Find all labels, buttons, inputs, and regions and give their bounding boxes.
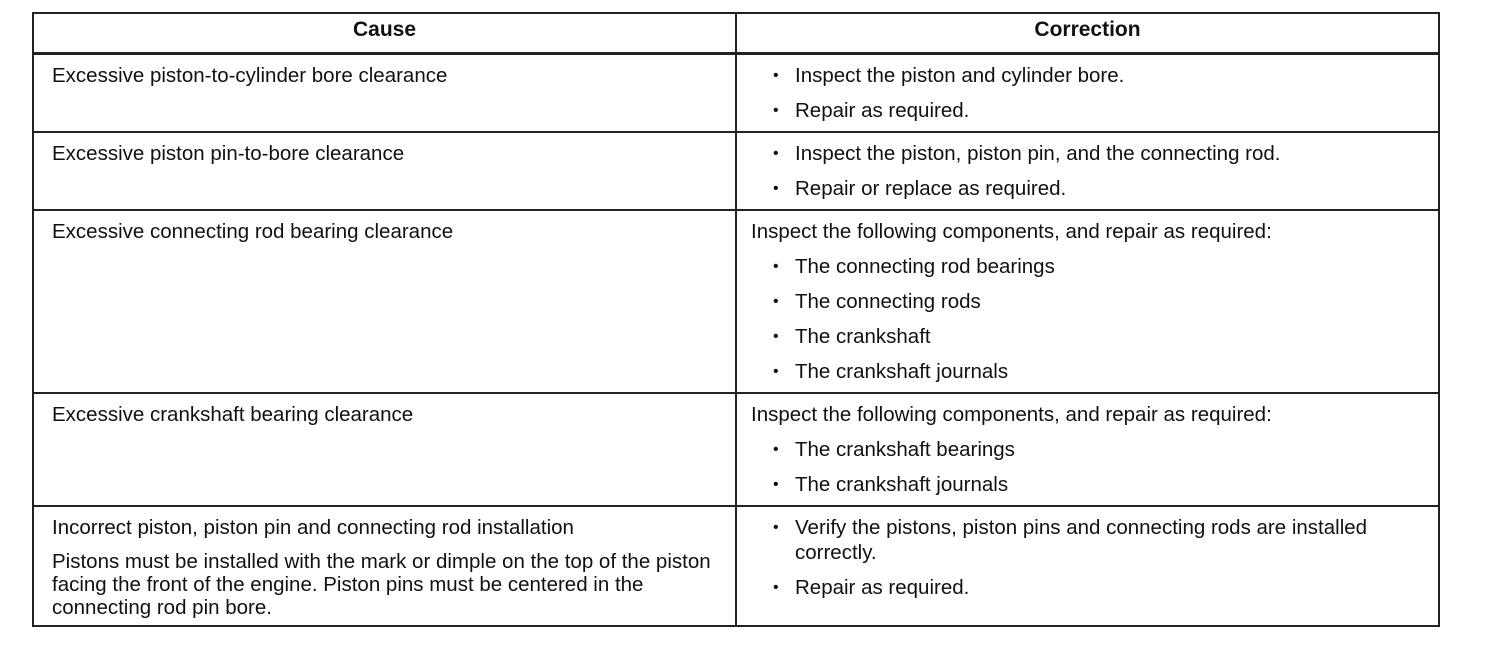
list-item — [773, 359, 1424, 384]
bullet-icon: • — [773, 293, 779, 310]
correction-list — [751, 515, 1424, 600]
cause-text: Excessive crankshaft bearing clearance — [52, 403, 414, 426]
table-row — [33, 393, 1439, 506]
correction-list — [751, 254, 1424, 384]
bullet-icon: • — [773, 102, 779, 119]
correction-text: The crankshaft — [795, 325, 931, 348]
cause-cell — [33, 506, 736, 626]
correction-text: The crankshaft bearings — [795, 438, 1015, 461]
correction-text: Repair as required. — [795, 576, 970, 599]
list-item — [773, 98, 1424, 123]
table-row — [33, 54, 1439, 133]
cause-text: Incorrect piston, piston pin and connecting rod installation — [52, 516, 574, 539]
bullet-icon: • — [773, 441, 779, 458]
list-item — [773, 437, 1424, 462]
correction-text: The connecting rod bearings — [795, 255, 1055, 278]
correction-cell — [736, 393, 1439, 506]
bullet-icon: • — [773, 145, 779, 162]
table-header-row — [33, 13, 1439, 54]
list-item — [773, 472, 1424, 497]
cause-correction-table — [32, 12, 1440, 627]
correction-text: Inspect the piston and cylinder bore. — [795, 64, 1125, 87]
list-item — [773, 515, 1424, 565]
correction-text: The crankshaft journals — [795, 360, 1009, 383]
correction-text: Inspect the piston, piston pin, and the connecting rod. — [795, 142, 1281, 165]
bullet-icon: • — [773, 67, 779, 84]
list-item — [773, 324, 1424, 349]
header-correction: Correction — [736, 13, 1439, 54]
correction-cell — [736, 54, 1439, 133]
cause-cell — [33, 393, 736, 506]
correction-text: Repair or replace as required. — [795, 177, 1067, 200]
correction-text: Repair as required. — [795, 99, 970, 122]
list-item — [773, 289, 1424, 314]
correction-text: The crankshaft journals — [795, 473, 1009, 496]
cause-cell — [33, 210, 736, 393]
bullet-icon: • — [773, 363, 779, 380]
correction-cell — [736, 132, 1439, 210]
bullet-icon: • — [773, 579, 779, 596]
correction-text: Verify the pistons, piston pins and connecting rods are installed correctly. — [795, 516, 1368, 564]
bullet-icon: • — [773, 519, 779, 536]
correction-intro: Inspect the following components, and repair as required: — [751, 403, 1272, 426]
bullet-icon: • — [773, 180, 779, 197]
cause-text: Excessive piston pin-to-bore clearance — [52, 142, 405, 165]
list-item — [773, 141, 1424, 166]
bullet-icon: • — [773, 258, 779, 275]
cause-cell — [33, 54, 736, 133]
correction-cell — [736, 506, 1439, 626]
list-item — [773, 63, 1424, 88]
correction-text: The connecting rods — [795, 290, 981, 313]
correction-list — [751, 437, 1424, 497]
bullet-icon: • — [773, 328, 779, 345]
cause-text: Excessive connecting rod bearing clearance — [52, 220, 454, 243]
table-row — [33, 210, 1439, 393]
correction-list — [751, 141, 1424, 201]
table-row — [33, 132, 1439, 210]
correction-list — [751, 63, 1424, 123]
bullet-icon: • — [773, 476, 779, 493]
table-row — [33, 506, 1439, 626]
cause-cell — [33, 132, 736, 210]
list-item — [773, 176, 1424, 201]
correction-cell — [736, 210, 1439, 393]
cause-note: Pistons must be installed with the mark or dimple on the top of the piston facing the front of the engine. Piston pins must be centered in the connecting rod pin bore. — [52, 550, 711, 619]
cause-text: Excessive piston-to-cylinder bore clearance — [52, 64, 448, 87]
list-item — [773, 575, 1424, 600]
list-item — [773, 254, 1424, 279]
correction-intro: Inspect the following components, and repair as required: — [751, 220, 1272, 243]
header-cause: Cause — [33, 13, 736, 54]
